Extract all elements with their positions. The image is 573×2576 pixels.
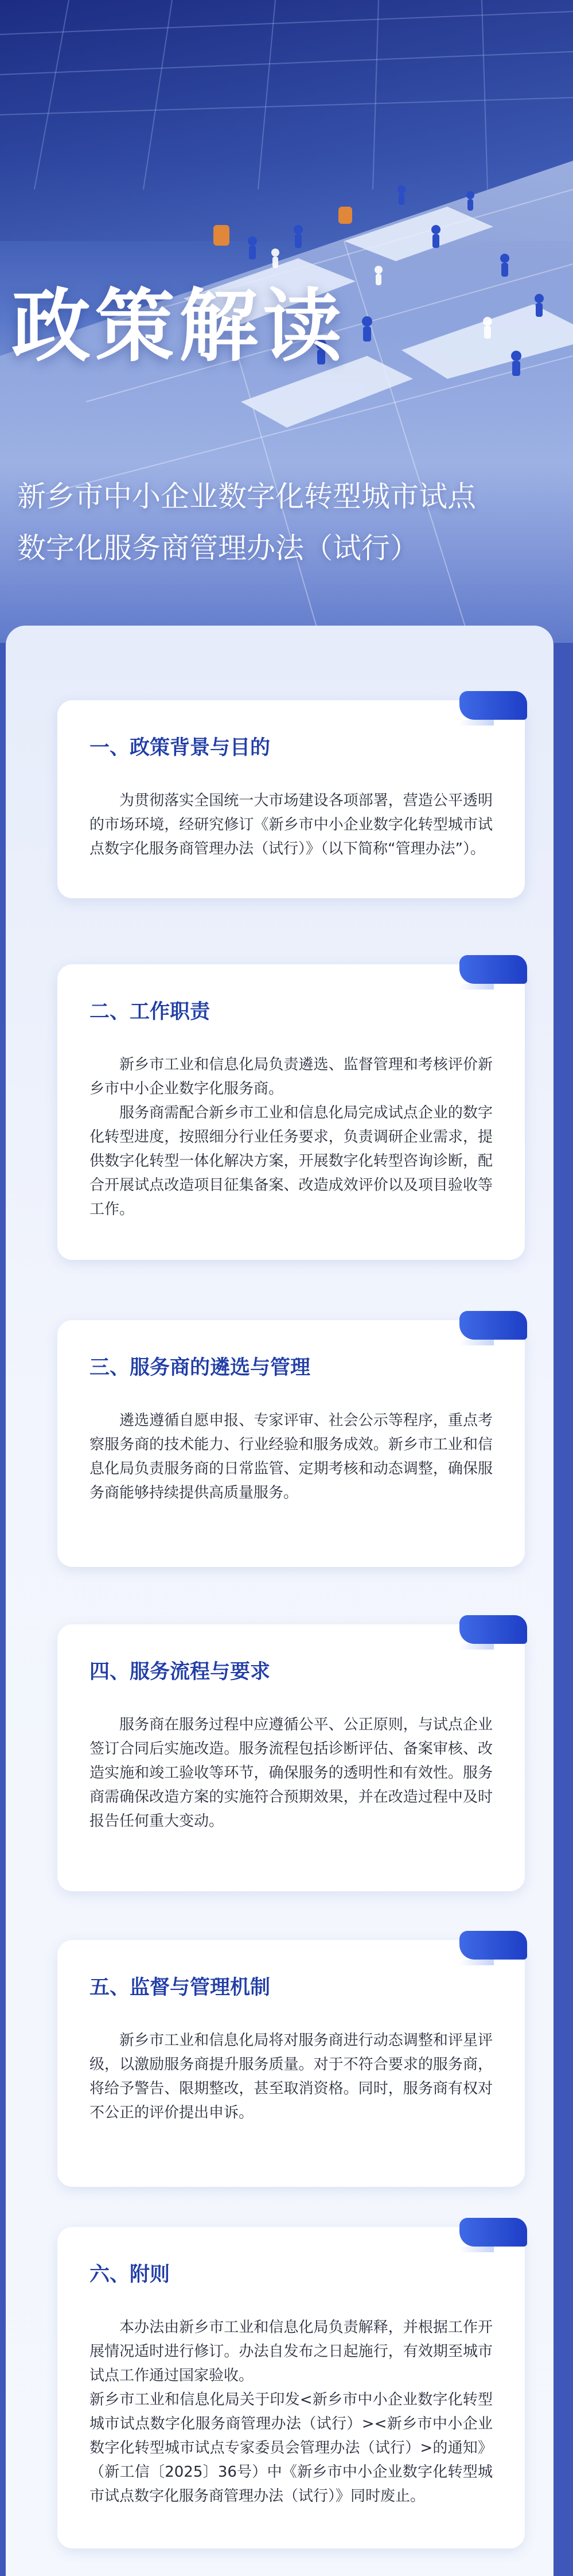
card-tab-decoration [459,1311,527,1340]
card-tab-decoration [459,1931,527,1960]
section-title: 二、工作职责 [89,1000,211,1023]
section-supplementary [57,2227,525,2548]
section-card [57,2227,525,2548]
section-paragraph: 遴选遵循自愿申报、专家评审、社会公示等程序，重点考察服务商的技术能力、行业经验和服务成效。新乡市工业和信息化局负责服务商的日常监管、定期考核和动态调整，确保服务商能够持续提供高质量服务。 [89,1412,493,1502]
section-supervision [57,1940,525,2187]
section-paragraph: 为贯彻落实全国统一大市场建设各项部署，营造公平透明的市场环境，经研究修订《新乡市中小企业数字化转型城市试点数字化服务商管理办法（试行）》（以下简称“管理办法”）。 [89,792,493,858]
section-paragraph: 服务商需配合新乡市工业和信息化局完成试点企业的数字化转型进度，按照细分行业任务要求，负责调研企业需求，提供数字化转型一体化解决方案，开展数字化转型咨询诊断，配合开展试点改造项目征集备案、改造成效评价以及项目验收等工作。 [89,1104,493,1218]
section-title: 三、服务商的遴选与管理 [89,1356,311,1379]
section-title: 六、附则 [89,2263,170,2286]
card-tab-decoration [459,1615,527,1644]
page-title: 政策解读 [11,280,347,373]
card-tab-decoration [459,691,527,720]
section-paragraph: 新乡市工业和信息化局负责遴选、监督管理和考核评价新乡市中小企业数字化服务商。 [89,1056,493,1097]
page-subtitle-line2: 数字化服务商管理办法（试行） [17,532,419,565]
content-panel [6,626,553,2576]
page-subtitle-line1: 新乡市中小企业数字化转型城市试点 [17,480,476,513]
section-paragraph: 服务商在服务过程中应遵循公平、公正原则，与试点企业签订合同后实施改造。服务流程包括诊断评估、备案审核、改造实施和竣工验收等环节，确保服务的透明性和有效性。服务商需确保改造方案的实施符合预期效果，并在改造过程中及时报告任何重大变动。 [89,1716,493,1830]
section-title: 一、政策背景与目的 [89,736,271,759]
section-card [57,700,525,898]
section-paragraph: 新乡市工业和信息化局关于印发<新乡市中小企业数字化转型城市试点数字化服务商管理办法（试行）><新乡市中小企业数字化转型城市试点专家委员会管理办法（试行）>的通知》（新工信〔2025〕36号）中《新乡市中小企业数字化转型城市试点数字化服务商管理办法（试行）》同时废止。 [89,2391,493,2505]
section-card [57,1624,525,1891]
hero-banner [0,0,573,643]
section-paragraph: 本办法由新乡市工业和信息化局负责解释，并根据工作开展情况适时进行修订。办法自发布之日起施行，有效期至城市试点工作通过国家验收。 [89,2319,493,2384]
section-card [57,1940,525,2187]
section-title: 四、服务流程与要求 [89,1661,271,1683]
section-card [57,964,525,1260]
section-card [57,1320,525,1567]
section-service-process [57,1624,525,1891]
section-paragraph: 新乡市工业和信息化局将对服务商进行动态调整和评星评级，以激励服务商提升服务质量。对于不符合要求的服务商，将给予警告、限期整改，甚至取消资格。同时，服务商有权对不公正的评价提出申诉。 [89,2032,493,2121]
section-work-duties [57,964,525,1260]
section-provider-selection [57,1320,525,1567]
card-tab-decoration [459,2218,527,2247]
section-title: 五、监督与管理机制 [89,1976,271,1999]
card-tab-decoration [459,955,527,984]
section-policy-background [57,700,525,898]
